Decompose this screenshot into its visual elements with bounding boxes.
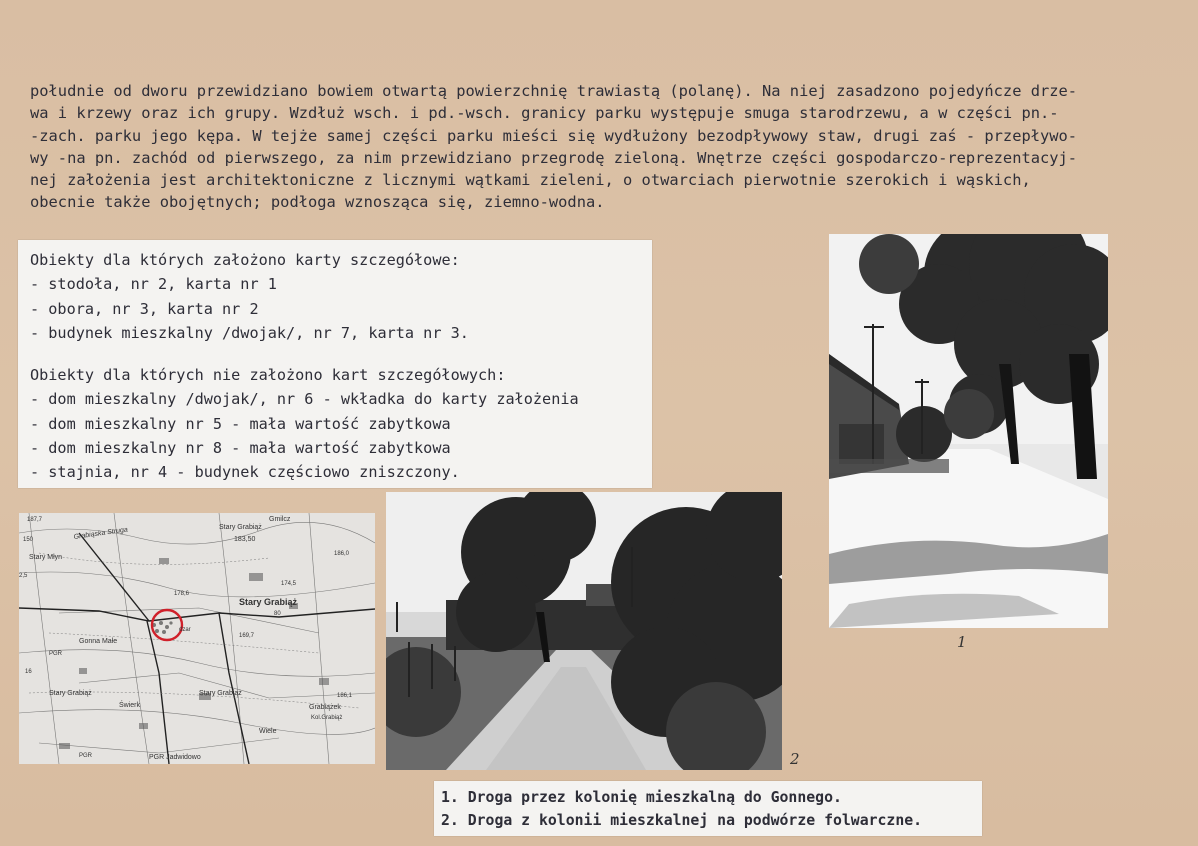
- paragraph-line: wy -na pn. zachód od pierwszego, za nim przewidziano przegrodę zieloną. Wnętrze części gospodarczo-reprezentacyj-: [30, 148, 1078, 167]
- object-item: - obora, nr 3, karta nr 2: [30, 299, 259, 318]
- photo-number-2: 2: [790, 750, 800, 768]
- objects-without-cards-heading: Obiekty dla których nie założono kart szczegółowych:: [30, 366, 506, 385]
- map-label: Stary Młyn: [29, 554, 63, 561]
- objects-with-cards-heading: Obiekty dla których założono karty szczegółowe:: [30, 251, 460, 269]
- map-label: Gmilcz: [269, 516, 291, 523]
- object-item: - stodoła, nr 2, karta nr 1: [30, 275, 277, 294]
- map-label: Gonna Małe: [79, 638, 118, 645]
- photo-road-to-farmyard: [386, 492, 782, 770]
- map-label: 150: [23, 537, 34, 543]
- map-label: Stary Grabiąż: [49, 690, 92, 697]
- captions-slip: [434, 781, 982, 836]
- map-label: 174,5: [281, 581, 297, 587]
- caption-1: 1. Droga przez kolonię mieszkalną do Gonnego.: [441, 789, 842, 806]
- map-label: Grabiążek: [309, 704, 341, 711]
- map-label: 186,0: [334, 551, 350, 557]
- map-label: PGR Jadwidowo: [149, 754, 201, 761]
- map-label: 80: [274, 611, 281, 617]
- paragraph-line: nej założenia jest architektoniczne z licznymi wątkami zieleni, o otwarciach pierwotnie szerokich i wąskich,: [30, 171, 1031, 190]
- map-label: Wiele: [259, 728, 277, 735]
- map-label: PGR: [49, 651, 63, 657]
- map-label: 16: [25, 669, 32, 675]
- location-map: [19, 513, 375, 764]
- object-item: - dom mieszkalny nr 8 - mała wartość zabytkowa: [30, 439, 451, 458]
- map-label: Stary Grabiąż: [239, 597, 298, 607]
- paragraph-line: południe od dworu przewidziano bowiem otwartą powierzchnię trawiastą (polanę). Na niej zasadzono pojedyńcze drze-: [30, 82, 1078, 100]
- object-item: - stajnia, nr 4 - budynek częściowo zniszczony.: [30, 463, 460, 482]
- map-label: 2,5: [19, 573, 28, 579]
- map-label: 178,6: [174, 591, 190, 597]
- map-label: Grabiąska Struga: [73, 526, 129, 541]
- map-label: Kol.Grabiąż: [311, 715, 343, 721]
- objects-list-slip: [18, 240, 652, 488]
- object-item: - dom mieszkalny nr 5 - mała wartość zabytkowa: [30, 414, 451, 433]
- map-label: Stary Grabiąż: [199, 690, 242, 697]
- paragraph-line: -zach. parku jego kępa. W tejże samej części parku mieści się wydłużony bezodpływowy staw, drugi zaś - przepływo-: [30, 126, 1078, 145]
- caption-2: 2. Droga z kolonii mieszkalnej na podwórze folwarczne.: [441, 812, 923, 829]
- paragraph-line: wa i krzewy oraz ich grupy. Wzdłuż wsch. i pd.-wsch. granicy parku występuje smuga starodrzewu, a w części pn.-: [30, 104, 1059, 123]
- map-label: Świerk: [119, 702, 141, 709]
- map-label: dzar: [179, 627, 191, 633]
- map-label: 186,1: [337, 693, 353, 699]
- paragraph-line: obecnie także obojętnych; podłoga wznosząca się, ziemno-wodna.: [30, 193, 605, 212]
- map-label: 187,7: [27, 517, 43, 523]
- map-label: PGR: [79, 753, 93, 759]
- map-label: Stary Grabiąż: [219, 524, 262, 531]
- object-item: - budynek mieszkalny /dwojak/, nr 7, karta nr 3.: [30, 323, 469, 342]
- photo-road-to-gonne: [829, 234, 1108, 628]
- photo-number-1: 1: [957, 633, 967, 651]
- map-label: 183,50: [234, 536, 256, 543]
- map-label: 169,7: [239, 633, 255, 639]
- object-item: - dom mieszkalny /dwojak/, nr 6 - wkładka do karty założenia: [30, 390, 579, 409]
- description-paragraph: [30, 80, 1180, 214]
